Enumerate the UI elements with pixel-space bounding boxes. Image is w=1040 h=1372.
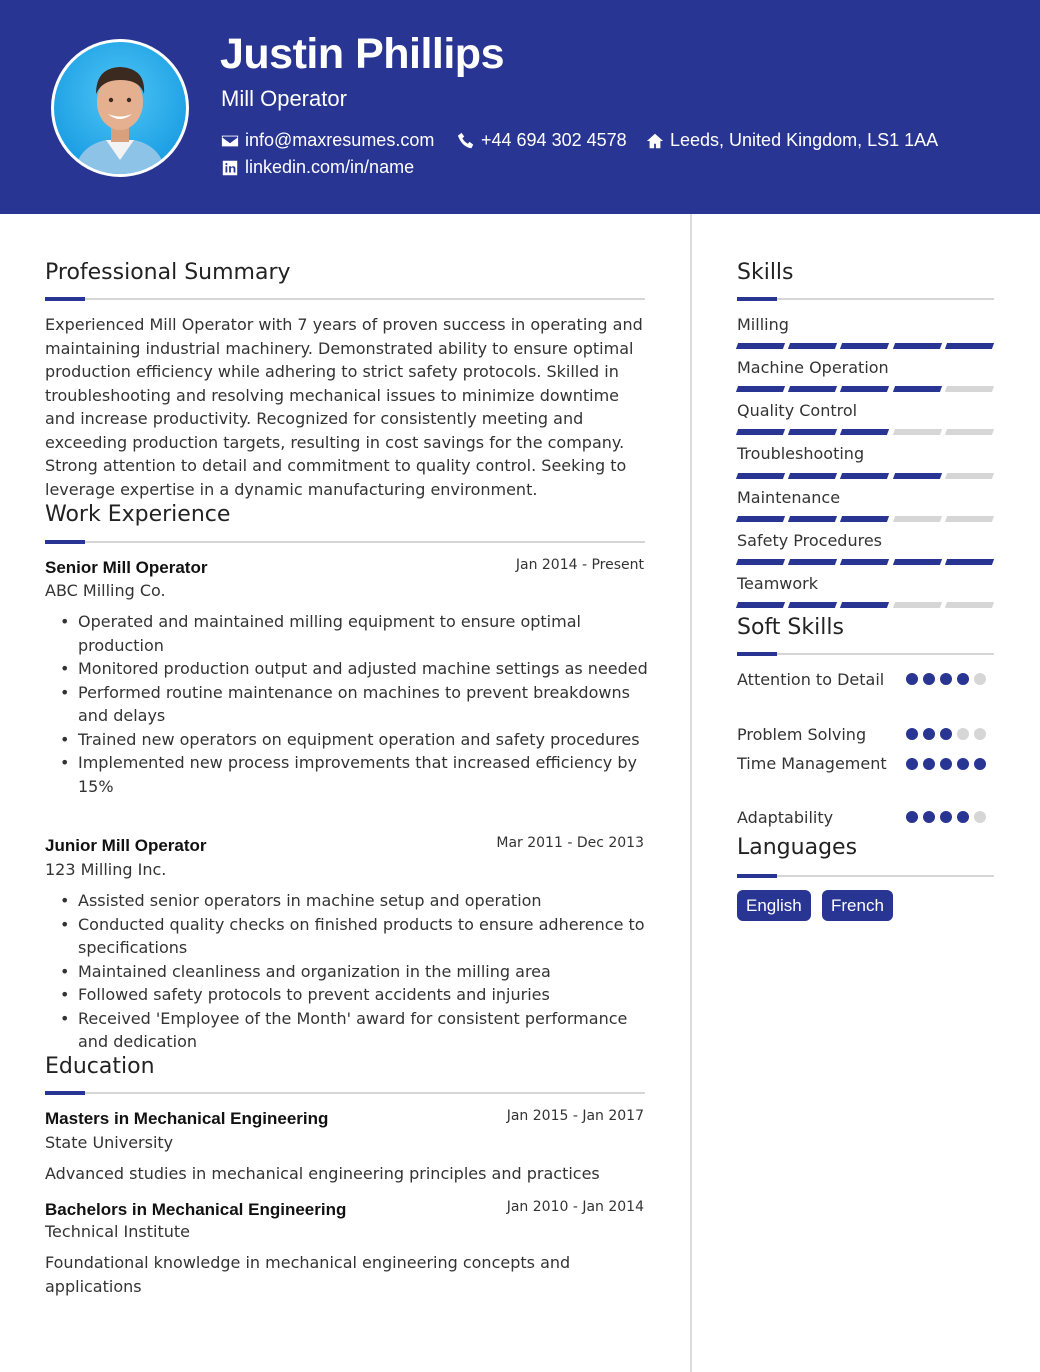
skill-level-segment bbox=[840, 429, 889, 435]
skill-level-segment bbox=[788, 602, 837, 608]
experience-rule bbox=[45, 541, 645, 543]
job-bullets bbox=[60, 610, 650, 798]
skill-level-segment bbox=[945, 343, 994, 349]
skill-level-bar bbox=[737, 559, 993, 565]
rating-dot bbox=[974, 758, 986, 770]
job-company: 123 Milling Inc. bbox=[45, 860, 167, 879]
degree-title: Bachelors in Mechanical Engineering bbox=[45, 1200, 347, 1219]
degree-dates: Jan 2010 - Jan 2014 bbox=[506, 1199, 644, 1215]
skill-level-segment bbox=[945, 559, 994, 565]
skill-level-segment bbox=[736, 516, 785, 522]
skill-level-segment bbox=[788, 343, 837, 349]
rating-dot bbox=[957, 673, 969, 685]
email-contact[interactable] bbox=[221, 130, 434, 151]
job-role: Junior Mill Operator bbox=[45, 836, 207, 855]
rating-dot bbox=[957, 811, 969, 823]
skill-level-segment bbox=[945, 602, 994, 608]
skill-level-segment bbox=[893, 473, 942, 479]
skill-name: Maintenance bbox=[737, 488, 841, 507]
skill-level-segment bbox=[788, 473, 837, 479]
phone-contact[interactable] bbox=[457, 130, 627, 151]
school-name: State University bbox=[45, 1133, 174, 1152]
rating-dot bbox=[923, 758, 935, 770]
soft-skills-rule bbox=[737, 653, 994, 655]
degree-title: Masters in Mechanical Engineering bbox=[45, 1109, 329, 1128]
skill-level-bar bbox=[737, 386, 993, 392]
rating-dot bbox=[940, 728, 952, 740]
language-tag-french: French bbox=[822, 890, 893, 921]
rating-dot bbox=[906, 811, 918, 823]
skill-level-segment bbox=[945, 386, 994, 392]
skill-level-segment bbox=[945, 516, 994, 522]
skill-name: Safety Procedures bbox=[737, 531, 882, 550]
rating-dot bbox=[906, 758, 918, 770]
skill-level-segment bbox=[736, 602, 785, 608]
phone-text: +44 694 302 4578 bbox=[481, 130, 627, 150]
rating-dot bbox=[906, 673, 918, 685]
candidate-title: Mill Operator bbox=[221, 86, 347, 111]
linkedin-contact[interactable] bbox=[221, 157, 414, 178]
skill-level-segment bbox=[840, 516, 889, 522]
envelope-icon bbox=[221, 132, 239, 150]
soft-skills-heading: Soft Skills bbox=[737, 615, 844, 640]
skill-level-segment bbox=[736, 473, 785, 479]
skill-level-segment bbox=[893, 602, 942, 608]
degree-description: Advanced studies in mechanical engineering principles and practices bbox=[45, 1164, 600, 1183]
skill-level-segment bbox=[893, 386, 942, 392]
list-item: • Trained new operators on equipment operation and safety procedures bbox=[60, 728, 650, 752]
job-company: ABC Milling Co. bbox=[45, 581, 166, 600]
skill-name: Quality Control bbox=[737, 401, 858, 420]
languages-rule bbox=[737, 875, 994, 877]
rating-dot bbox=[940, 811, 952, 823]
soft-skill-rating bbox=[906, 811, 986, 823]
job-dates: Jan 2014 - Present bbox=[515, 557, 644, 573]
linkedin-text: linkedin.com/in/name bbox=[245, 157, 415, 177]
skill-level-segment bbox=[893, 559, 942, 565]
skill-level-segment bbox=[736, 386, 785, 392]
skill-level-segment bbox=[788, 386, 837, 392]
skill-level-segment bbox=[736, 343, 785, 349]
soft-skill-name: Attention to Detail bbox=[737, 670, 885, 689]
skills-heading: Skills bbox=[737, 260, 794, 285]
rating-dot bbox=[957, 728, 969, 740]
list-item: • Received 'Employee of the Month' award for consistent performance and dedication bbox=[60, 1007, 650, 1054]
skill-level-bar bbox=[737, 473, 993, 479]
job-bullets bbox=[60, 889, 650, 1054]
location-text: Leeds, United Kingdom, LS1 1AA bbox=[670, 130, 939, 150]
soft-skill-name: Problem Solving bbox=[737, 725, 867, 744]
skill-level-segment bbox=[893, 343, 942, 349]
location-contact bbox=[646, 130, 938, 151]
school-name: Technical Institute bbox=[45, 1222, 190, 1241]
skill-name: Milling bbox=[737, 315, 789, 334]
experience-heading: Work Experience bbox=[45, 502, 231, 527]
column-divider bbox=[690, 214, 692, 1372]
skill-name: Teamwork bbox=[737, 574, 819, 593]
linkedin-icon bbox=[221, 159, 239, 177]
list-item: • Followed safety protocols to prevent accidents and injuries bbox=[60, 983, 650, 1007]
rating-dot bbox=[957, 758, 969, 770]
rating-dot bbox=[974, 811, 986, 823]
summary-heading: Professional Summary bbox=[45, 260, 291, 285]
rating-dot bbox=[974, 728, 986, 740]
skill-name: Troubleshooting bbox=[737, 444, 865, 463]
profile-photo bbox=[54, 42, 186, 174]
summary-rule bbox=[45, 298, 645, 300]
skill-level-segment bbox=[840, 343, 889, 349]
list-item: • Conducted quality checks on finished products to ensure adherence to specifications bbox=[60, 913, 650, 960]
skill-level-bar bbox=[737, 429, 993, 435]
skills-rule bbox=[737, 298, 994, 300]
skill-level-segment bbox=[788, 429, 837, 435]
skill-name: Machine Operation bbox=[737, 358, 889, 377]
job-role: Senior Mill Operator bbox=[45, 558, 208, 577]
rating-dot bbox=[923, 673, 935, 685]
soft-skill-name: Adaptability bbox=[737, 808, 834, 827]
soft-skill-rating bbox=[906, 758, 986, 770]
languages-heading: Languages bbox=[737, 835, 858, 860]
degree-description: Foundational knowledge in mechanical engineering concepts and applications bbox=[45, 1253, 571, 1296]
skill-level-segment bbox=[788, 516, 837, 522]
education-heading: Education bbox=[45, 1054, 155, 1079]
degree-dates: Jan 2015 - Jan 2017 bbox=[506, 1108, 644, 1124]
email-text: info@maxresumes.com bbox=[245, 130, 435, 150]
skill-level-segment bbox=[736, 429, 785, 435]
skill-level-segment bbox=[945, 429, 994, 435]
education-rule bbox=[45, 1092, 645, 1094]
rating-dot bbox=[940, 673, 952, 685]
list-item: • Maintained cleanliness and organization in the milling area bbox=[60, 960, 650, 984]
phone-icon bbox=[457, 132, 475, 150]
avatar bbox=[51, 39, 189, 177]
list-item: • Performed routine maintenance on machines to prevent breakdowns and delays bbox=[60, 681, 650, 728]
skill-level-segment bbox=[893, 516, 942, 522]
list-item: • Operated and maintained milling equipment to ensure optimal production bbox=[60, 610, 650, 657]
skill-level-segment bbox=[893, 429, 942, 435]
summary-text: Experienced Mill Operator with 7 years of proven success in operating and maintaining industrial machinery. Demonstrated ability to ensure optimal production efficiency while adhering to strict safety protocols. Skilled in troubleshooting and resolving mechanical issues to minimize downtime and increase productivity. Recognized for consistently meeting and exceeding production targets, resulting in cost savings for the company. Strong attention to detail and commitment to quality control. Seeking to leverage expertise in a dynamic manufacturing environment. bbox=[45, 315, 643, 499]
soft-skill-rating bbox=[906, 728, 986, 740]
soft-skill-name: Time Management bbox=[737, 754, 887, 773]
rating-dot bbox=[923, 728, 935, 740]
rating-dot bbox=[923, 811, 935, 823]
skill-level-bar bbox=[737, 343, 993, 349]
skill-level-segment bbox=[840, 559, 889, 565]
soft-skill-rating bbox=[906, 673, 986, 685]
list-item: • Monitored production output and adjusted machine settings as needed bbox=[60, 657, 650, 681]
skill-level-segment bbox=[840, 602, 889, 608]
skill-level-segment bbox=[945, 473, 994, 479]
skill-level-segment bbox=[788, 559, 837, 565]
rating-dot bbox=[906, 728, 918, 740]
skill-level-segment bbox=[840, 386, 889, 392]
language-tag-english: English bbox=[737, 890, 811, 921]
rating-dot bbox=[974, 673, 986, 685]
resume-header bbox=[0, 0, 1040, 214]
skill-level-segment bbox=[736, 559, 785, 565]
home-icon bbox=[646, 132, 664, 150]
skill-level-segment bbox=[840, 473, 889, 479]
job-dates: Mar 2011 - Dec 2013 bbox=[496, 835, 644, 851]
skill-level-bar bbox=[737, 516, 993, 522]
rating-dot bbox=[940, 758, 952, 770]
candidate-name: Justin Phillips bbox=[220, 30, 504, 78]
list-item: • Implemented new process improvements that increased efficiency by 15% bbox=[60, 751, 650, 798]
list-item: • Assisted senior operators in machine setup and operation bbox=[60, 889, 650, 913]
skill-level-bar bbox=[737, 602, 993, 608]
